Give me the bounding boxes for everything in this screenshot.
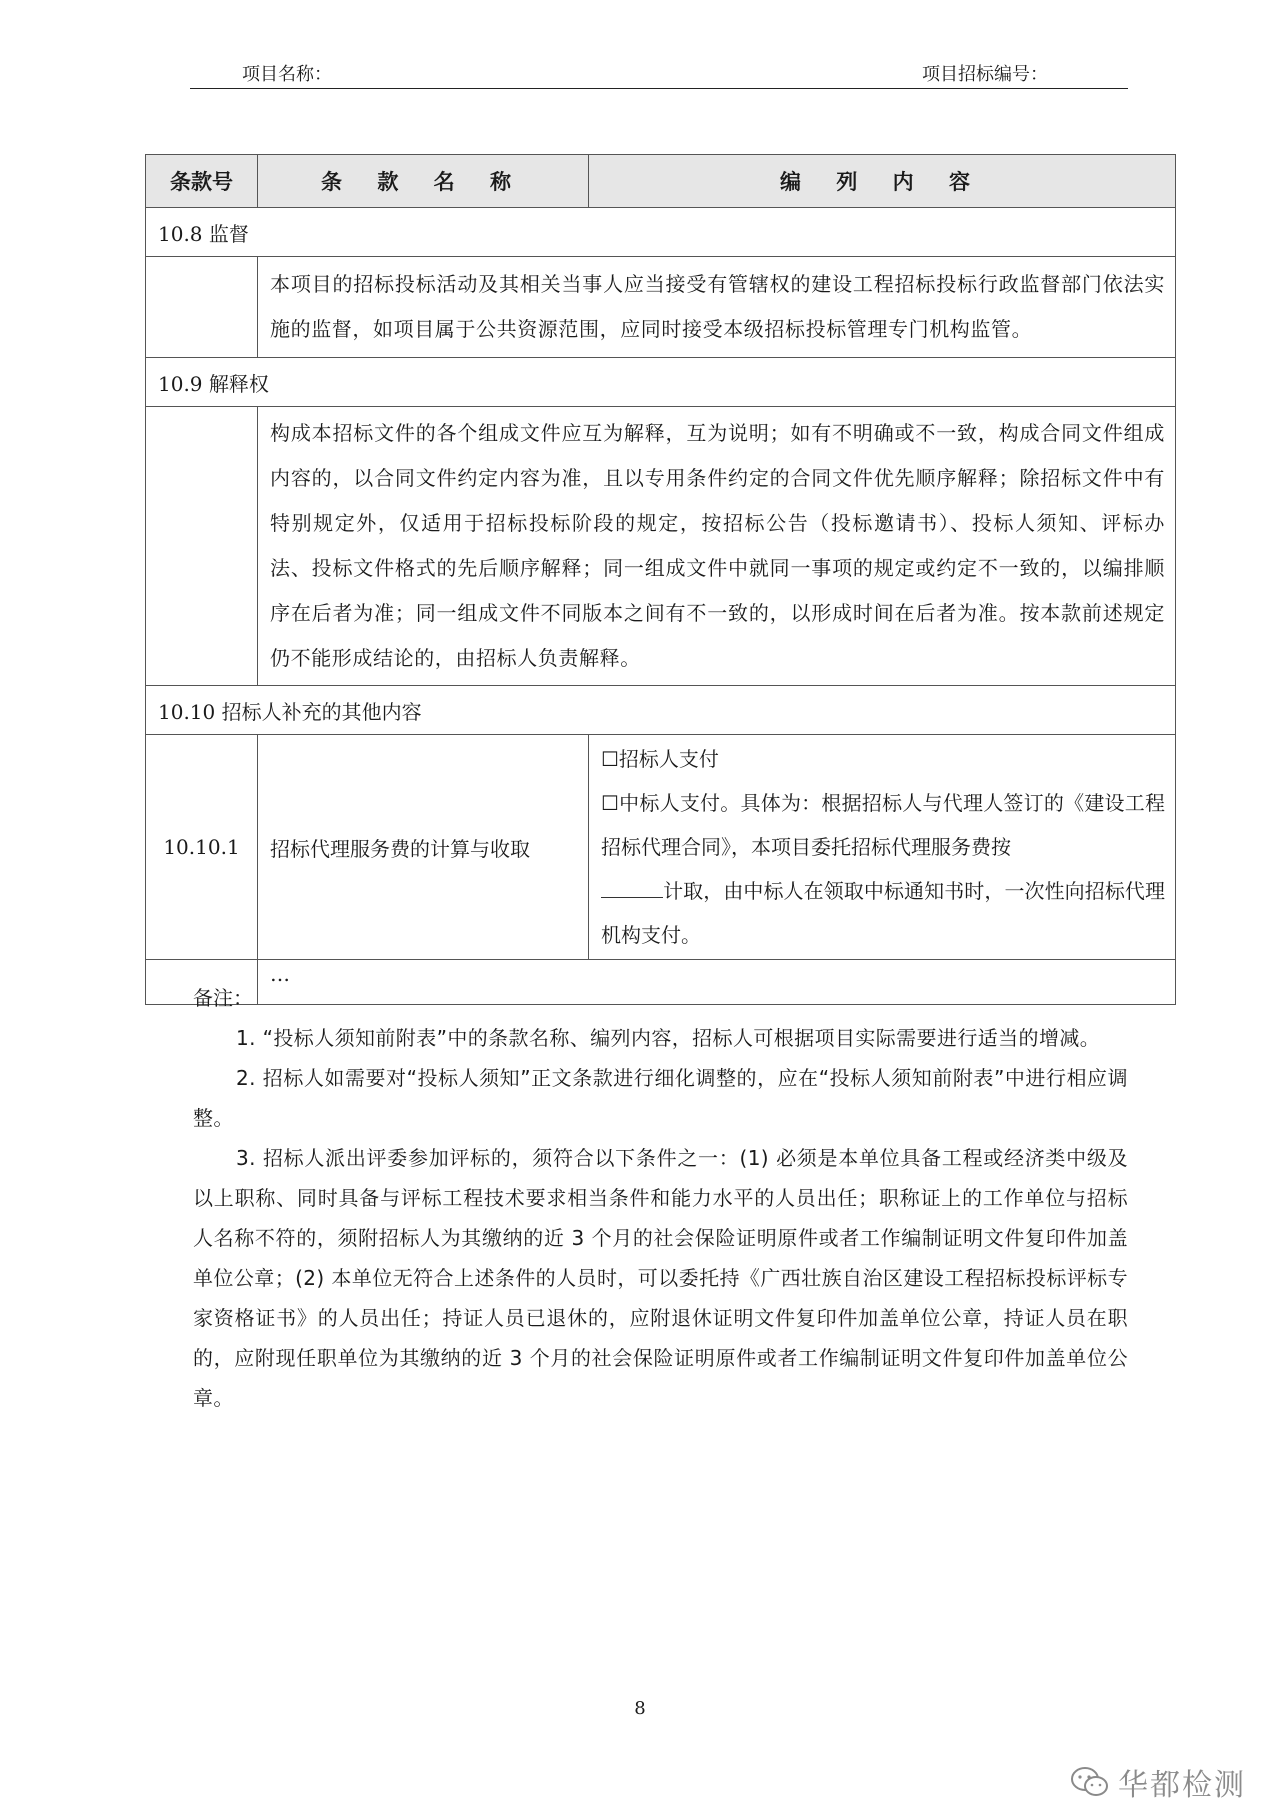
column-header-clause-no: 条款号 (146, 155, 258, 208)
bidder-instructions-table (145, 154, 1176, 1005)
agency-fee-options (589, 735, 1176, 960)
column-header-clause-name: 条 款 名 称 (258, 155, 589, 208)
notes-title: 备注： (193, 986, 253, 1010)
interpretation-content: 构成本招标文件的各个组成文件应互为解释，互为说明；如有不明确或不一致，构成合同文件组成内容的，以合同文件约定内容为准，且以专用条件约定的合同文件优先顺序解释；除招标文件中有特别规定外，仅适用于招标投标阶段的规定，按招标公告（投标邀请书）、投标人须知、评标办法、投标文件格式的先后顺序解释；同一组成文件中就同一事项的规定或约定不一致的，以编排顺序在后者为准；同一组成文件不同版本之间有不一致的，以形成时间在后者为准。按本款前述规定仍不能形成结论的，由招标人负责解释。 (258, 407, 1176, 686)
note-item: 2. 招标人如需要对“投标人须知”正文条款进行细化调整的，应在“投标人须知前附表”中进行相应调整。 (193, 1066, 1128, 1130)
option-winner-pays-text: ☐中标人支付。具体为：根据招标人与代理人签订的《建设工程招标代理合同》，本项目委托招标代理服务费按 (601, 791, 1165, 859)
clause-name-agency-fee: 招标代理服务费的计算与收取 (258, 735, 589, 960)
column-header-content: 编 列 内 容 (589, 155, 1176, 208)
page-header (190, 52, 1128, 89)
fee-blank-field (601, 875, 663, 898)
section-title-supervision: 10.8 监督 (146, 208, 1176, 257)
ellipsis-cell: … (258, 960, 1176, 1005)
project-name-label: 项目名称： (242, 64, 332, 85)
note-item: 1. “投标人须知前附表”中的条款名称、编列内容，招标人可根据项目实际需要进行适当的增减。 (236, 1026, 1101, 1050)
table-row (146, 257, 1176, 358)
section-row-10-10 (146, 686, 1176, 735)
section-title-interpretation: 10.9 解释权 (146, 358, 1176, 407)
notes-section (193, 978, 1128, 1418)
page-number: 8 (634, 1698, 646, 1719)
project-code-label: 项目招标编号： (922, 64, 1048, 85)
empty-cell (146, 257, 258, 358)
note-item: 3. 招标人派出评委参加评标的，须符合以下条件之一：(1) 必须是本单位具备工程或经济类中级及以上职称、同时具备与评标工程技术要求相当条件和能力水平的人员出任；职称证上的工作单位与招标人名称不符的，须附招标人为其缴纳的近 3 个月的社会保险证明原件或者工作编制证明文件复印件加盖单位公章；(2) 本单位无符合上述条件的人员时，可以委托持《广西壮族自治区建设工程招标投标评标专家资格证书》的人员出任；持证人员已退休的，应附退休证明文件复印件加盖单位公章，持证人员在职的，应附现任职单位为其缴纳的近 3 个月的社会保险证明原件或者工作编制证明文件复印件加盖单位公章。 (193, 1146, 1128, 1410)
table-header-row (146, 155, 1176, 208)
table-row (146, 735, 1176, 960)
wechat-icon (1070, 1766, 1110, 1798)
section-row-10-8 (146, 208, 1176, 257)
supervision-content: 本项目的招标投标活动及其相关当事人应当接受有管辖权的建设工程招标投标行政监督部门依法实施的监督，如项目属于公共资源范围，应同时接受本级招标投标管理专门机构监管。 (258, 257, 1176, 358)
option-winner-pays (601, 781, 1165, 957)
clause-number-10-10-1: 10.10.1 (146, 735, 258, 960)
section-row-10-9 (146, 358, 1176, 407)
table-row (146, 407, 1176, 686)
option-winner-pays-text-end: 计取，由中标人在领取中标通知书时，一次性向招标代理机构支付。 (601, 879, 1165, 947)
watermark (1070, 1760, 1246, 1804)
watermark-text: 华都检测 (1118, 1768, 1246, 1803)
section-title-supplementary: 10.10 招标人补充的其他内容 (146, 686, 1176, 735)
empty-cell (146, 407, 258, 686)
option-tenderer-pays: ☐招标人支付 (601, 747, 719, 771)
